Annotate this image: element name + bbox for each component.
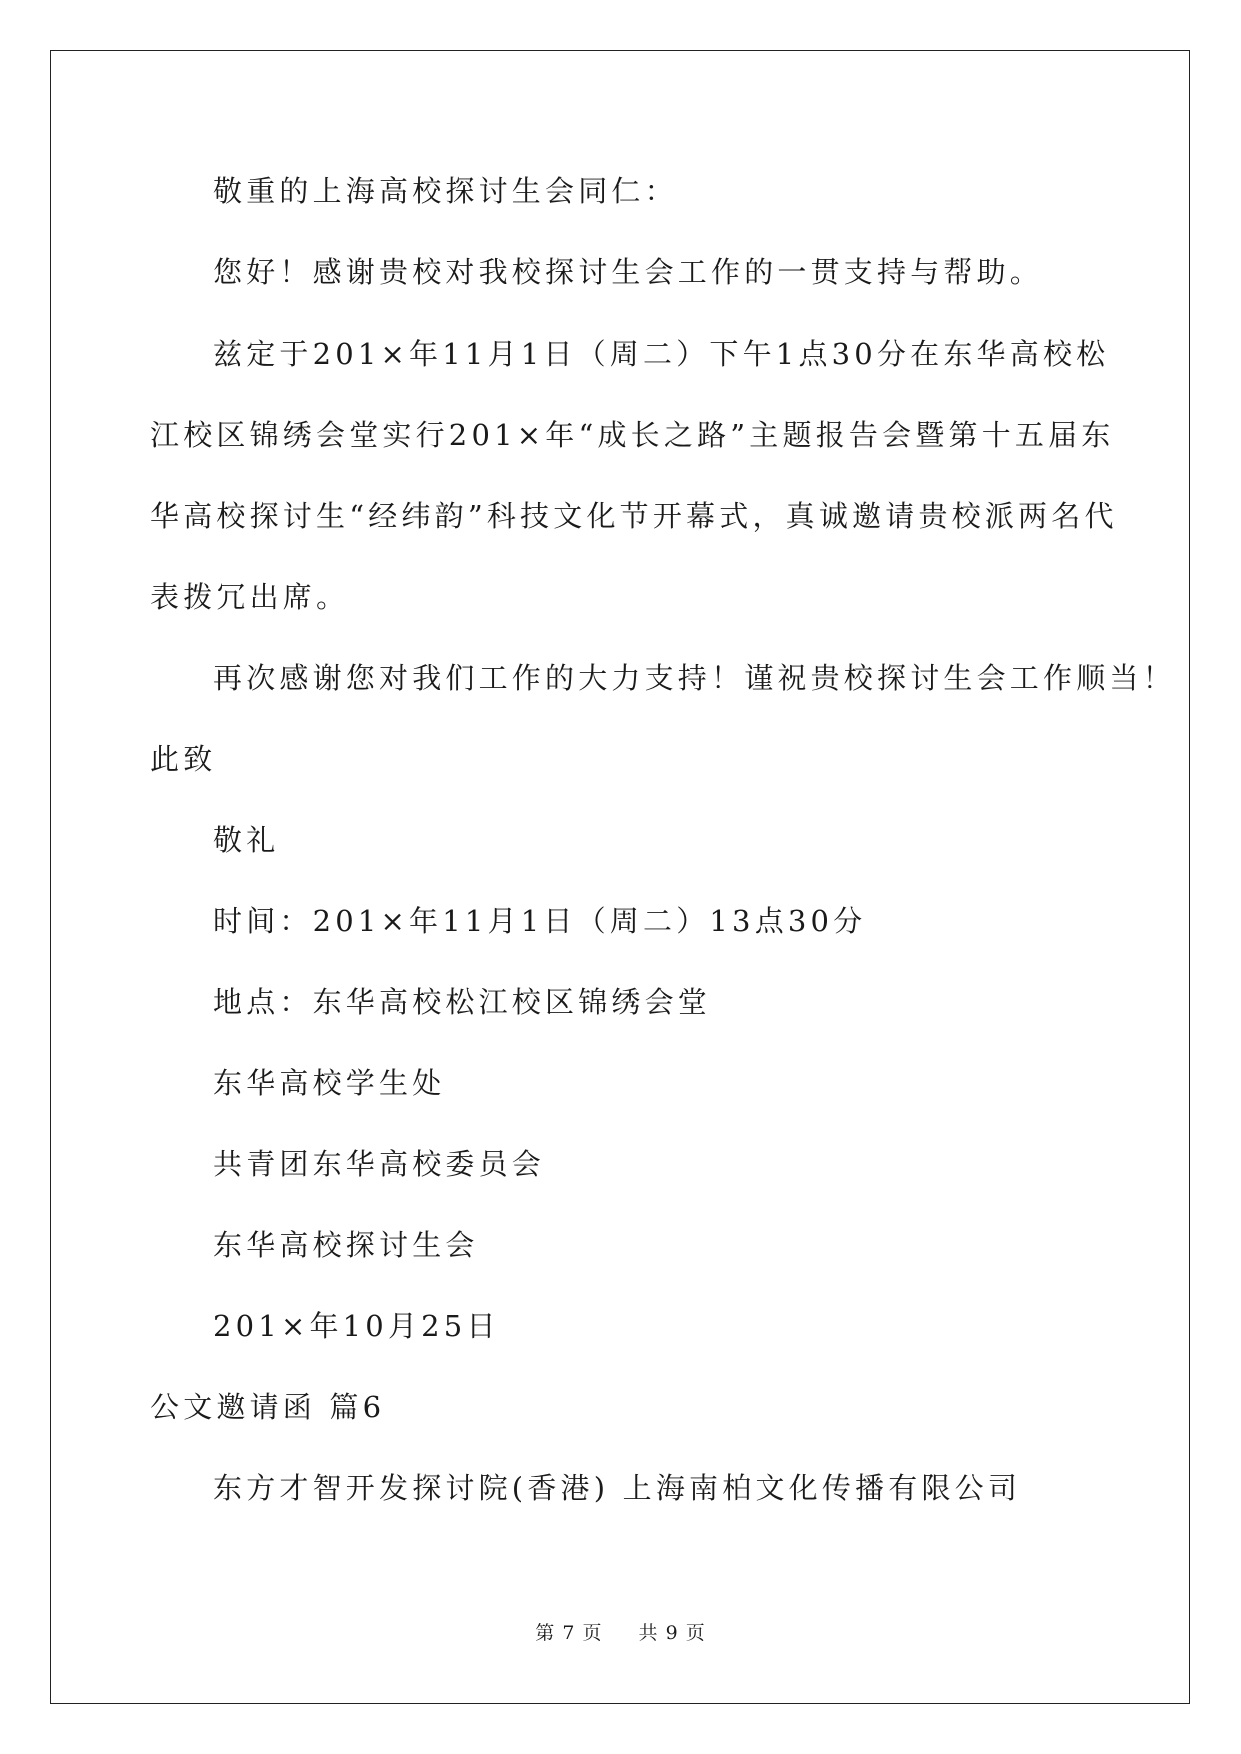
event-place: 地点：东华高校松江校区锦绣会堂 (213, 985, 712, 1019)
closing-cizhi: 此致 (150, 742, 217, 776)
greeting-paragraph: 您好！感谢贵校对我校探讨生会工作的一贯支持与帮助。 (213, 255, 1044, 289)
page-footer (0, 1618, 1241, 1645)
thanks-paragraph: 再次感谢您对我们工作的大力支持！谨祝贵校探讨生会工作顺当！ (213, 661, 1176, 695)
body-line-2: 江校区锦绣会堂实行201×年“成长之路”主题报告会暨第十五届东 (150, 418, 1115, 452)
body-line-1: 兹定于201×年11月1日（周二）下午1点30分在东华高校松 (213, 337, 1110, 371)
section-heading: 公文邀请函 篇6 (150, 1390, 386, 1424)
closing-jingli: 敬礼 (213, 823, 280, 857)
signatory-2: 共青团东华高校委员会 (213, 1147, 546, 1181)
salutation: 敬重的上海高校探讨生会同仁： (213, 174, 678, 208)
letter-date: 201×年10月25日 (213, 1309, 500, 1343)
body-line-4: 表拨冗出席。 (150, 580, 350, 614)
signatory-1: 东华高校学生处 (213, 1066, 446, 1100)
event-time: 时间：201×年11月1日（周二）13点30分 (213, 904, 867, 938)
section-first-line: 东方才智开发探讨院(香港) 上海南柏文化传播有限公司 (213, 1471, 1022, 1505)
page-border (50, 50, 1190, 1704)
signatory-3: 东华高校探讨生会 (213, 1228, 479, 1262)
page-total: 共 9 页 (638, 1622, 706, 1644)
body-line-3: 华高校探讨生“经纬韵”科技文化节开幕式，真诚邀请贵校派两名代 (150, 499, 1118, 533)
page-number: 第 7 页 (535, 1622, 603, 1644)
